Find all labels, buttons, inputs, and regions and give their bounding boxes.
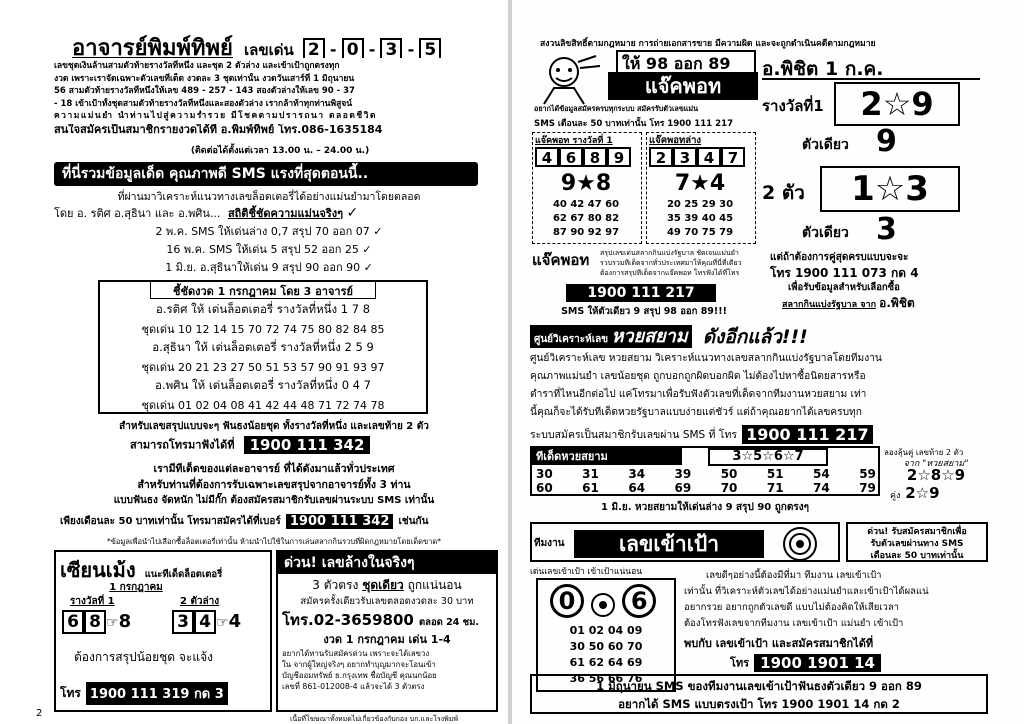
jackpot-box-2 <box>646 132 756 244</box>
pichit-sub: โทร 1900 111 073 กด 4 <box>770 266 919 280</box>
jackpot-digit: 6 <box>559 147 583 167</box>
pichit-sub-text: สลากกินแบ่งรัฐบาล จาก <box>782 300 877 310</box>
hours-text: (ติดต่อได้ตั้งแต่เวลา 13.00 น. – 24.00 น.) <box>190 146 370 156</box>
footer-note: เนื้อที่โฆษณาทั้งหมดไม่เกี่ยวข้องกับกอง บก.และโรงพิมพ์ <box>290 715 459 723</box>
info-phone-row <box>130 434 470 458</box>
check-icon: ✓ <box>362 243 372 256</box>
urgent-phone: โทร.02-3659800 <box>282 611 414 629</box>
nueng-digit: 4 <box>228 611 242 632</box>
lead-digit: 0 <box>342 38 364 58</box>
target-para-line: อยากรวย อยากถูกตัวเลขดี แบบไม่ต้องคิดให้เสียเวลา <box>684 602 900 613</box>
siam-side-top: 2☆8☆9 <box>906 466 966 484</box>
pichit-two-label: 2 ตัว <box>762 182 805 204</box>
siam-grid-cell: 59 <box>859 467 876 481</box>
pichit-title: อ.พิชิต 1 ก.ค. <box>762 54 980 80</box>
sms-result <box>54 258 484 276</box>
pichit-sub: แต่ถ้าต้องการคู่สุดครบแบบจะจะ <box>770 252 909 263</box>
pichit-sub-text: อ.พิชิต <box>879 296 915 310</box>
jackpot-digit: 4 <box>697 147 721 167</box>
siam-side-value: 2☆9 <box>905 484 940 502</box>
phone-number: 1900 1901 14 <box>754 654 881 672</box>
target-big-digit: 0 <box>550 584 584 618</box>
phone-number: 1900 111 319 กด 3 <box>86 682 228 705</box>
jackpot-grid-row: 40 42 47 60 <box>552 199 620 210</box>
nueng-digit: 6 <box>62 610 84 634</box>
siam-banner <box>530 322 988 348</box>
tel-label: โทร <box>730 656 750 670</box>
target-title: เลขเข้าเป้า <box>574 530 764 558</box>
check-icon: ✓ <box>373 225 383 238</box>
siam-grid-cell: 69 <box>674 481 692 495</box>
urgent-l4: งวด 1 กรกฎาคม เด่น 1-4 <box>323 633 451 646</box>
jackpot-result: SMS ให้ตัวเดียว 9 สรุป 98 ออก 89!!! <box>561 306 727 317</box>
jackpot-mascot-icon <box>534 52 604 106</box>
sms-line2-b: สถิติชี้ชัดความแม่นจริงๆ <box>227 207 343 220</box>
jackpot-big: 7★4 <box>674 171 726 196</box>
siam-grid-cell: 34 <box>628 467 646 481</box>
target-para-line: ต้องโทรฟังเลขจากทีมงาน เลขเข้าเป้า แม่นยำ เข้าเป้า <box>684 618 904 629</box>
target-promo-line: รับตัวเลขผ่านทาง SMS <box>870 539 964 549</box>
jackpot-sms: SMS เดือนละ 50 บาทเท่านั้น โทร 1900 111 217 <box>534 119 734 129</box>
info-line: เพียงเดือนละ 50 บาทเท่านั้น โทรมาสมัครได้ที่เบอร์ <box>60 516 281 527</box>
phone-number: 1900 111 217 <box>742 425 872 444</box>
jackpot-digit: 3 <box>673 147 697 167</box>
pichit-sub <box>782 294 980 313</box>
pichit-ad <box>762 50 980 320</box>
jackpot-grid-row: 62 67 80 82 <box>552 213 620 224</box>
urgent-small-line: ใน จากผู้ใหญ่จริงๆ อยากทำบุญมากจะโอนเข้า <box>282 660 436 669</box>
check-icon: ✓ <box>346 205 359 221</box>
jackpot-brand: แจ๊คพอท <box>608 72 758 100</box>
target-num-row: 30 50 60 70 <box>569 640 643 653</box>
siam-grid-row <box>536 467 876 481</box>
intro-line: - 18 เข้าเป้าทั้งชุดสามตัวท้ายรางวัลที่หนึ่งและสองตัวล่าง เรากล้าท้าทุกท่านพิสูจน์ <box>54 98 353 109</box>
nueng-title-row <box>60 554 270 578</box>
siam-grid-cell: 71 <box>766 481 784 495</box>
target-mini-icon <box>589 591 617 619</box>
info-line: สำหรับท่านที่ต้องการรับเฉพาะเลขสรุปจากอาจารย์ทั้ง 3 ท่าน <box>137 479 411 491</box>
target-team: ทีมงาน <box>534 538 565 549</box>
target-num-row: 01 02 04 09 <box>569 624 643 637</box>
hand-pointer-icon: ☞ <box>106 615 119 631</box>
sms-result <box>54 222 484 240</box>
lead-label: เลขเด่น <box>244 41 294 58</box>
urgent-text: 3 ตัวตรง <box>312 578 359 592</box>
target-para <box>684 568 988 632</box>
jackpot-box-1 <box>532 132 642 244</box>
urgent-small-line: บัญชีออมทรัพย์ ธ.กรุงเทพ ชื่อบัญชี คุณนกน้อย <box>282 671 437 680</box>
pichit-single-label: ตัวเดียว <box>802 225 849 241</box>
jackpot-ad <box>530 50 758 320</box>
jackpot-tag: อยากได้ข้อมูลสมัครครบทุกระบบ สมัครรับตัวเลขแม่น <box>534 104 699 113</box>
urgent-l2: สมัครครั้งเดียวรับเลขตลอดงวดละ 30 บาท <box>300 596 474 607</box>
info-line: เรามีทีเด็ดของแต่ละอาจารย์ ที่ได้ดังมาแล้วทั่วประเทศ <box>153 463 395 475</box>
siam-grid-cell: 30 <box>536 467 553 481</box>
siam-grid-cell: 54 <box>813 467 830 481</box>
siam-ad <box>530 322 988 512</box>
jackpot-box-title: แจ๊คพอท รางวัลที่ 1 <box>535 136 613 146</box>
pick-line: อ.สุธินา ให้ เด่นล็อตเตอรี่ รางวัลที่หนึ่ง 2 5 9 <box>152 340 374 354</box>
tel-label: โทร <box>60 686 81 700</box>
target-icon <box>782 526 818 562</box>
pick-line: ชุดเด่น 01 02 04 08 41 42 44 48 71 72 74 78 <box>141 399 385 412</box>
urgent-small-line: เลขที่ 861-012008-4 แล้วจะได้ 3 ตัวตรง <box>282 682 425 691</box>
target-ad <box>530 522 988 722</box>
jackpot-pick: ให้ 98 ออก 89 <box>616 50 756 72</box>
nueng-digit: 4 <box>194 610 216 634</box>
lead-digit: 5 <box>419 38 441 58</box>
jackpot-grid-row: 49 70 75 79 <box>666 227 734 238</box>
sms-line2-a: โดย อ. รติศ อ.สุธินา และ อ.พศิน... <box>54 207 221 220</box>
sms-result-text: 1 มิ.ย. อ.สุธินาให้เด่น 9 สรุป 90 ออก 90 <box>165 261 361 274</box>
target-pick-label: เด่นเลขเข้าเป้า เข้าเป้าแน่นอน <box>530 567 643 577</box>
nueng-title: เซียนเม้ง <box>60 558 136 578</box>
siam-grid-cell: 79 <box>859 481 876 495</box>
nueng-label: 2 ตัวล่าง <box>180 596 220 607</box>
pichit-single-value: 3 <box>876 212 897 247</box>
urgent-text: ตลอด 24 ชม. <box>418 617 479 628</box>
jackpot-grid-row: 87 90 92 97 <box>552 227 620 238</box>
header-title-row: อาจารย์พิมพ์ทิพย์ เลขเด่น 2 - 0 - 3 - 5 <box>72 30 492 58</box>
info-line: สามารถโทรมาฟังได้ที่ <box>130 438 235 452</box>
nueng-digits-1 <box>62 610 164 638</box>
target-footer <box>530 674 988 714</box>
siam-phone-row <box>530 424 988 444</box>
phone-number: 1900 111 217 <box>566 284 716 302</box>
jackpot-brand-2: แจ๊คพอท <box>532 251 590 269</box>
sms-result-text: 2 พ.ค. SMS ให้เด่นล่าง 0,7 สรุป 70 ออก 07 <box>155 225 370 238</box>
siam-banner-label <box>530 325 692 348</box>
nueng-digit: 8 <box>84 610 106 634</box>
nueng-digit: 8 <box>118 611 132 632</box>
nueng-date: 1 กรกฎาคม <box>109 582 163 593</box>
nueng-digit: 3 <box>172 610 194 634</box>
target-footer-line: 1 มิถุนายน SMS ของทีมงานเลขเข้าเป้าฟันธงตัวเดียว 9 ออก 89 <box>596 679 922 693</box>
nueng-more: ต้องการสรุปน้อยชุด จะแจ้ง <box>74 650 213 664</box>
pick-line: ชุดเด่น 10 12 14 15 70 72 74 75 80 82 84 85 <box>141 323 385 336</box>
info-line: เช่นกัน <box>398 516 429 527</box>
nueng-label: รางวัลที่ 1 <box>70 596 115 607</box>
target-promo <box>846 522 988 562</box>
pichit-prize: 2☆9 <box>834 82 960 126</box>
info-note: *ข้อมูลเพื่อนำไปเลือกซื้อล็อตเตอรี่เท่านั้น ห้ามนำไปใช้ในการเล่นสลากกินรวบที่ผิดกฎหมายโดยเด็ดขาด* <box>107 537 441 546</box>
intro-line: ความแม่นยำ นำท่านไปสู่ความร่ำรวย มีโชคตามปรารถนา ตลอดชีวิต <box>54 111 377 122</box>
siam-side-bot-row <box>890 484 988 502</box>
siam-side: จาก "หวยสยาม" <box>903 459 969 469</box>
siam-para-line: ศูนย์วิเคราะห์เลข หวยสยาม วิเคราะห์แนวทางเลขสลากกินแบ่งรัฐบาลโดยทีมงาน <box>530 353 882 364</box>
copyright-line: สงวนลิขสิทธิ์ตามกฎหมาย การถ่ายเอกสารขาย มีความผิด และจะถูกดำเนินคดีตามกฎหมาย <box>540 39 876 49</box>
target-num-row: 61 62 64 69 <box>569 656 643 669</box>
siam-grid-cell: 61 <box>582 481 599 495</box>
picks-title: ชี้ชัดงวด 1 กรกฎาคม โดย 3 อาจารย์ <box>150 282 376 299</box>
siam-table-title: ทีเด็ดหวยสยาม <box>532 448 682 465</box>
pick-line: อ.พศิน ให้ เด่นล็อตเตอรี่ รางวัลที่หนึ่ง 0 4 7 <box>155 378 371 392</box>
siam-banner-brand: หวยสยาม <box>611 326 688 347</box>
jackpot-digit: 7 <box>721 147 745 167</box>
siam-grid-cell: 51 <box>766 467 784 481</box>
sms-result <box>54 240 484 258</box>
siam-grid-cell: 39 <box>674 467 692 481</box>
intro-line: เลขชุดเงินล้านสามตัวท้ายรางวัลที่หนึ่ง และชุด 2 ตัวล่าง และเข้าเป้าถูกตรงทุก <box>54 61 340 71</box>
siam-number-grid <box>536 467 876 495</box>
siam-grid-row <box>536 481 876 495</box>
pick-line: ชุดเด่น 20 21 23 27 50 51 53 57 90 91 93 97 <box>141 361 385 374</box>
jackpot-digits <box>535 147 641 169</box>
target-promo-line: เดือนละ 50 บาทเท่านั้น <box>870 551 964 561</box>
siam-grid-cell: 64 <box>628 481 646 495</box>
jackpot-digit: 2 <box>649 147 673 167</box>
siam-para-line: ตำราที่ไหนอีกต่อไป แค่โทรมาเพื่อรับฟังตัวเลขที่เด็ดจากทีมงานหวยสยาม เท่า <box>530 389 867 400</box>
target-big-digits <box>550 584 670 622</box>
siam-side: ลองลุ้นคู่ เลขท้าย 2 ตัว <box>884 448 964 457</box>
jackpot-grid-row: 20 25 29 30 <box>666 199 734 210</box>
jackpot-grid-row: 35 39 40 45 <box>666 213 734 224</box>
siam-grid-cell: 70 <box>720 481 738 495</box>
sms-banner: ที่นี่รวมข้อมูลเด็ด คุณภาพดี SMS แรงที่สุดตอนนี้.. <box>54 162 478 186</box>
siam-table <box>530 446 880 496</box>
jackpot-digit: 8 <box>583 147 607 167</box>
jackpot-big: 9★8 <box>560 171 612 196</box>
hand-pointer-icon: ☞ <box>216 615 229 631</box>
target-num-row: 36 56 66 76 <box>569 672 643 685</box>
siam-grid-cell: 31 <box>582 467 599 481</box>
siam-para-line: คุณภาพแม่นยำ เลขน้อยชุด ถูกบอกถูกผิดบอกผิด ไม่ต้องไปหาซื้อนิตยสารหรือ <box>530 371 866 382</box>
urgent-small-line: อยากได้ทานรับสมัครด่วน เพราะจะได้เลขวง <box>282 649 430 658</box>
sms-result-text: 16 พ.ค. SMS ให้เด่น 5 สรุป 52 ออก 25 <box>166 243 359 256</box>
nueng-sub: แนะทีเด็ดล็อตเตอรี่ <box>144 569 223 578</box>
urgent-text: ชุดเดียว <box>362 578 404 592</box>
urgent-text: ถูกแน่นอน <box>407 578 462 592</box>
lead-digit: 2 <box>303 38 325 58</box>
member-text: สนใจสมัครเป็นสมาชิกรายงวดได้ที่ อ.พิมพ์ทิพย์ โทร.086-1635184 <box>54 123 383 136</box>
left-page <box>0 0 508 724</box>
sms-line2 <box>54 204 504 222</box>
siam-banner-shout: ดังอีกแล้ว!!! <box>702 326 808 348</box>
nueng-phone-row <box>60 682 270 706</box>
pichit-two: 1☆3 <box>820 166 960 212</box>
urgent-small <box>282 648 494 692</box>
urgent-l3 <box>282 608 494 632</box>
siam-banner-text: ศูนย์วิเคราะห์เลข <box>534 334 609 345</box>
nueng-ad <box>54 550 272 712</box>
target-phone-row <box>730 652 988 672</box>
check-icon: ✓ <box>363 261 373 274</box>
urgent-title: ด่วน! เลขล้างในจริงๆ <box>278 552 496 574</box>
pichit-prize-label: รางวัลที่1 <box>762 97 824 115</box>
phone-number: 1900 111 342 <box>286 514 394 529</box>
pichit-sub: เพื่อรับข้อมูลสำหรับเลือกซื้อ <box>788 282 900 293</box>
picks-box <box>98 280 428 414</box>
header-name: อาจารย์พิมพ์ทิพย์ <box>72 35 233 58</box>
right-page <box>512 0 1024 724</box>
target-join: พบกับ เลขเข้าเป้า และสมัครสมาชิกได้ที่ <box>684 637 874 650</box>
info-line: สำหรับเลขสรุปแบบจะๆ ฟันธงน้อยชุด ทั้งรางวัลที่หนึ่ง และเลขท้าย 2 ตัว <box>119 421 429 432</box>
jackpot-digit: 4 <box>535 147 559 167</box>
jackpot-desc: สรุปเลขเด่นสลากกินแบ่งรัฐบาล ชัดเจนแม่นยำ รวบรวมทีเด็ดจากทั่วประเทศมาให้คุณที่นี่ที่เดียว ต้องการสรุปทีเด็ดจากแจ๊คพอท โทรฟังได้ที่โทร <box>600 249 742 277</box>
intro-line: งวด เพราะเราจัดเฉพาะตัวเลขที่เด็ด งวดละ 3 ชุดเท่านั้น งวดวันเสาร์ที่ 1 มิถุนายน <box>54 73 355 84</box>
siam-result: 1 มิ.ย. หวยสยามให้เด่นล่าง 9 สรุป 90 ถูกตรงๆ <box>601 502 809 513</box>
siam-side-label: คู่ง <box>890 491 901 501</box>
jackpot-digits <box>649 147 755 169</box>
target-footer-line: อยากได้ SMS แบบตรงเป้า โทร 1900 1901 14 กด 2 <box>618 697 900 711</box>
nueng-digits-2 <box>172 610 272 638</box>
target-para-line: เท่านั้น ที่วิเคราะห์ตัวเลขได้อย่างแม่นยำและเข้าเป้าได้ผลแน่ <box>684 586 929 597</box>
siam-text: ระบบสมัครเป็นสมาชิกรับเลขผ่าน SMS ที่ โทร <box>530 429 738 441</box>
target-header <box>530 522 840 562</box>
phone-number: 1900 111 342 <box>244 436 371 454</box>
siam-stars: 3☆5☆6☆7 <box>708 448 828 466</box>
pichit-single-value: 9 <box>876 124 897 159</box>
pick-line: อ.รติศ ให้ เด่นล็อตเตอรี่ รางวัลที่หนึ่ง 1 7 8 <box>155 302 371 316</box>
urgent-ad <box>276 550 498 712</box>
jackpot-box-title: แจ๊คพอทล่าง <box>649 135 702 146</box>
intro-line: 56 สามตัวท้ายรางวัลที่หนึ่งให้เลข 489 - 257 - 143 สองตัวล่างให้เลข 90 - 37 <box>54 86 355 97</box>
siam-grid-cell: 50 <box>720 467 738 481</box>
jackpot-digit: 9 <box>607 147 631 167</box>
siam-grid-cell: 74 <box>813 481 830 495</box>
urgent-l1 <box>278 576 496 595</box>
sms-line1: ที่ผ่านมาวิเคราะห์แนวทางเลขล็อตเตอรี่ได้อย่างแม่นยำมาโดยตลอด <box>117 191 421 203</box>
header-intro <box>54 60 498 137</box>
pichit-single-label: ตัวเดียว <box>802 137 849 153</box>
target-promo-line: ด่วน! รับสมัครสมาชิกเพื่อ <box>867 527 967 537</box>
siam-para <box>530 350 988 422</box>
siam-para-line: นี้คุณก็จะได้รับทีเด็ดหวยรัฐบาลแบบง่ายแต่ชัวร์ แต่ถ้าคุณอยากได้เลขครบทุก <box>530 407 862 418</box>
lead-digit: 3 <box>380 38 402 58</box>
siam-grid-cell: 60 <box>536 481 553 495</box>
target-para-line: เลขดีๆอย่างนี้ต้องมีที่มา ทีมงาน เลขเข้าเป้า <box>706 570 882 581</box>
target-big-digit: 6 <box>622 584 656 618</box>
page-number: 2 <box>36 708 43 719</box>
info-line: แบบฟันธง จัดหนัก ไม่มีกั๊ก ต้องสมัครสมาชิกรับเลขผ่านระบบ SMS เท่านั้น <box>113 495 435 506</box>
info-phone-row <box>60 511 500 533</box>
